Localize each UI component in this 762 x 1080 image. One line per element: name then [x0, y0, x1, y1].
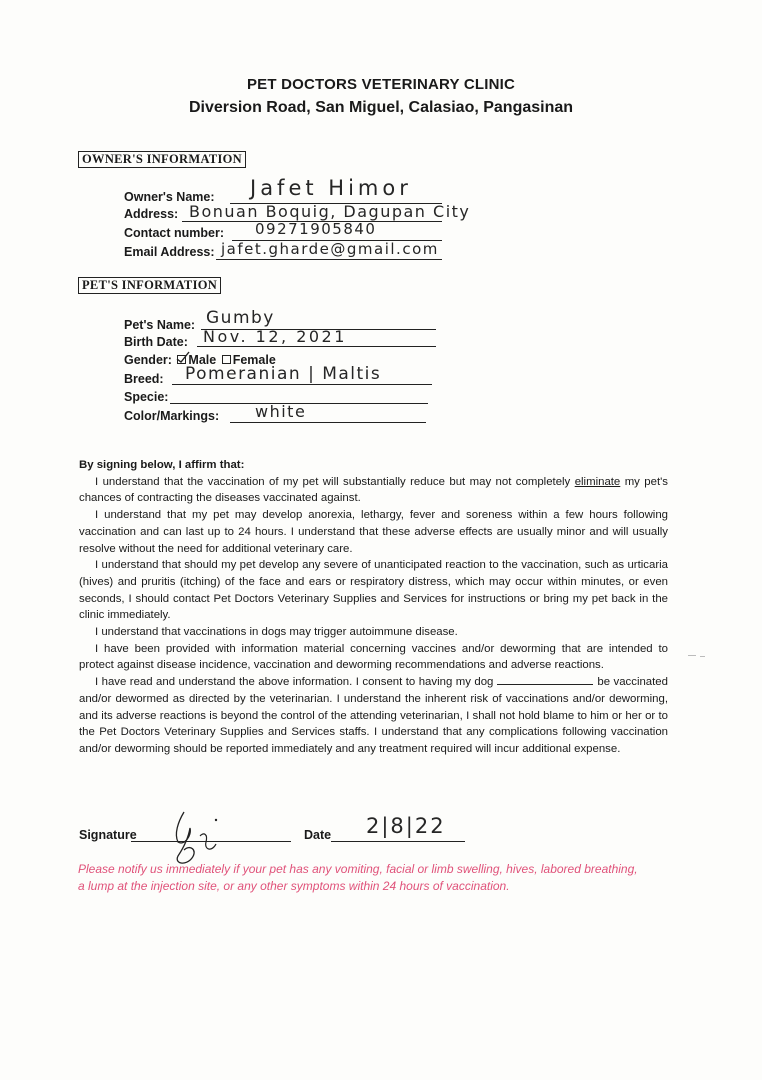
owner-name-label: Owner's Name:	[124, 190, 215, 204]
owner-contact-label: Contact number:	[124, 226, 224, 240]
notice-text: Please notify us immediately if your pet has any vomiting, facial or limb swelling, hives, labored breathing, a lump at the injection site, or any other symptoms within 24 hours of vaccination.	[78, 862, 638, 893]
affirmation-text	[79, 457, 668, 758]
dog-name-blank[interactable]	[497, 674, 593, 685]
pet-name-value[interactable]: Gumby	[206, 308, 275, 328]
owner-section-title: OWNER'S INFORMATION	[78, 151, 246, 168]
owner-address-value[interactable]: Bonuan Boquig, Dagupan City	[189, 202, 471, 221]
clinic-address: Diversion Road, San Miguel, Calasiao, Pangasinan	[188, 99, 574, 116]
pet-specie-label: Specie:	[124, 390, 169, 404]
pet-birth-line	[197, 346, 436, 347]
pet-color-line	[230, 422, 426, 423]
owner-email-label: Email Address:	[124, 245, 215, 259]
owner-name-value[interactable]: Jafet Himor	[250, 176, 412, 200]
signature-label: Signature	[79, 828, 137, 842]
gender-male-label: Male	[188, 353, 217, 367]
date-label: Date	[304, 828, 332, 842]
affirmation-paragraph-1: I understand that the vaccination of my pet will substantially reduce but may not completely eliminate my pet's chances of contracting the diseases vaccinated against.	[79, 475, 668, 505]
pet-name-label: Pet's Name:	[124, 318, 196, 332]
affirmation-paragraph-5: I have been provided with information material concerning vaccines and/or deworming that are intended to protect against disease incidence, vaccination and deworming recommendations and adverse reactions.	[79, 642, 668, 672]
scan-mark	[688, 655, 696, 656]
affirmation-paragraph-2: I understand that my pet may develop anorexia, lethargy, fever and soreness within a few hours following vaccination and can last up to 24 hours. I understand that these adverse effects are usually minor and will usually resolve without the need for additional veterinary care.	[79, 509, 668, 555]
owner-address-label: Address:	[124, 207, 179, 221]
pet-color-label: Color/Markings:	[124, 409, 220, 423]
signature-scribble[interactable]	[160, 806, 230, 868]
check-icon	[176, 351, 190, 363]
pet-birth-label: Birth Date:	[124, 335, 188, 349]
owner-contact-value[interactable]: 09271905840	[255, 220, 377, 238]
gender-female-checkbox[interactable]	[222, 355, 231, 364]
owner-email-line	[216, 259, 442, 260]
pet-gender-label: Gender:	[124, 353, 172, 367]
gender-male-checkbox[interactable]	[177, 355, 186, 364]
clinic-name: PET DOCTORS VETERINARY CLINIC	[246, 76, 516, 93]
gender-female-label: Female	[232, 353, 276, 367]
affirmation-paragraph-4: I understand that vaccinations in dogs may trigger autoimmune disease.	[95, 626, 458, 639]
date-value[interactable]: 2|8|22	[366, 814, 446, 838]
pet-breed-line	[172, 384, 432, 385]
scan-mark	[700, 656, 705, 657]
affirmation-paragraph-3: I understand that should my pet develop any severe of unanticipated reaction to the vaccination, such as urticaria (hives) and pruritis (itching) of the face and ears or respiratory distress, which may occur within minutes, or even seconds, I should contact Pet Doctors Veterinary Supplies and Services for instructions or bring my pet back in the clinic immediately.	[79, 559, 668, 622]
pet-section-title: PET'S INFORMATION	[78, 277, 221, 294]
affirmation-intro: By signing below, I affirm that:	[79, 459, 245, 471]
pet-birth-value[interactable]: Nov. 12, 2021	[203, 327, 347, 346]
pet-breed-value[interactable]: Pomeranian | Maltis	[185, 364, 382, 384]
pet-breed-label: Breed:	[124, 372, 164, 386]
owner-email-value[interactable]: jafet.gharde@gmail.com	[221, 240, 439, 258]
affirmation-paragraph-6: I have read and understand the above information. I consent to having my dog be vaccinated and/or dewormed as directed by the veterinarian. I understand the inherent risk of vaccinations and/or deworming, and its adverse reactions is beyond the control of the attending veterinarian, I shall not hold blame to him or her or to the Pet Doctors Veterinary Supplies and Services staffs. I understand that any complications following vaccination and/or deworming should be reported immediately and any treatment required will incur additional expense.	[79, 676, 668, 755]
pet-color-value[interactable]: white	[255, 402, 307, 421]
date-line	[331, 841, 465, 842]
